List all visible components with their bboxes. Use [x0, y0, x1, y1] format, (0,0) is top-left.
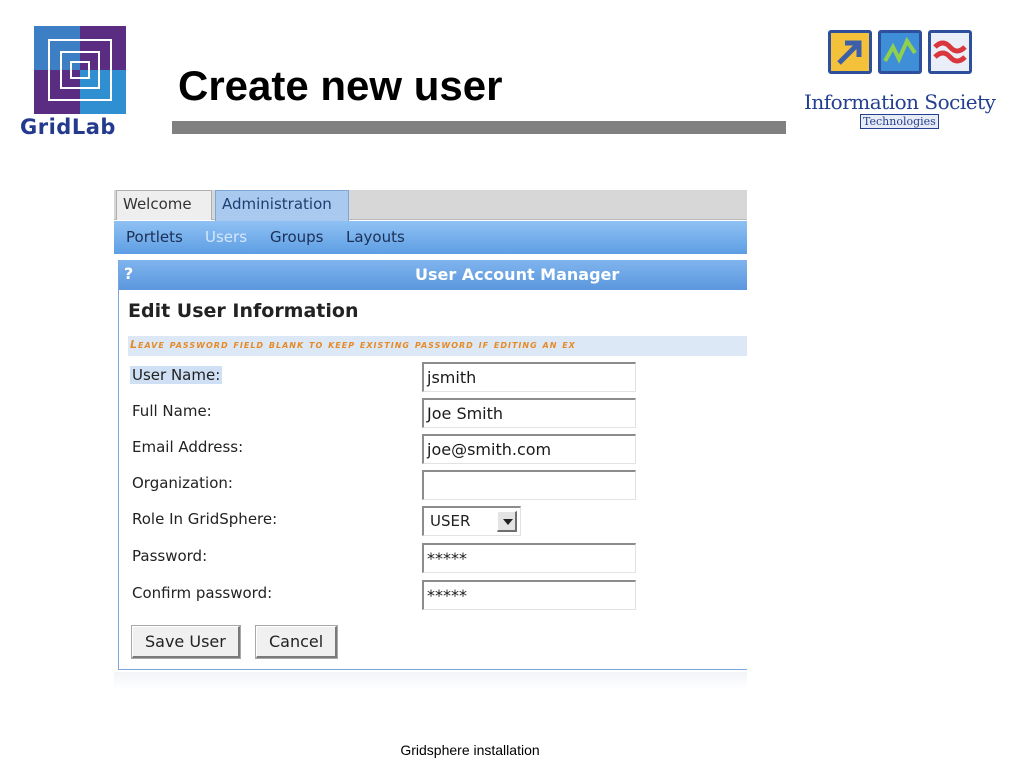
help-icon[interactable]: ?	[124, 264, 134, 283]
ist-arrow-icon	[828, 30, 872, 74]
user-account-panel	[118, 260, 747, 670]
sub-navigation	[114, 221, 747, 254]
email-input[interactable]: joe@smith.com	[422, 434, 636, 464]
confirm-password-label: Confirm password:	[132, 584, 273, 602]
slide-footer: Gridsphere installation	[400, 742, 540, 758]
row-full-name	[119, 396, 747, 428]
confirm-password-input[interactable]: *****	[422, 580, 636, 610]
ist-logo	[800, 26, 1000, 136]
full-name-input[interactable]: Joe Smith	[422, 398, 636, 428]
role-label: Role In GridSphere:	[132, 510, 278, 528]
ist-chart-icon	[878, 30, 922, 74]
tab-administration[interactable]: Administration	[215, 190, 349, 221]
portal-screenshot	[114, 190, 747, 682]
ist-logo-name: Information Society	[804, 90, 996, 114]
gridlab-logo-mark	[34, 26, 126, 114]
user-name-input[interactable]: jsmith	[422, 362, 636, 392]
cancel-button[interactable]: Cancel	[256, 626, 337, 658]
password-warning: Leave password field blank to keep existing password if editing an ex	[128, 336, 747, 356]
tab-bar	[114, 190, 747, 220]
password-label: Password:	[132, 547, 208, 565]
subnav-portlets[interactable]: Portlets	[126, 228, 183, 246]
tab-welcome[interactable]: Welcome	[116, 190, 212, 220]
row-organization	[119, 468, 747, 500]
chevron-down-icon[interactable]	[497, 511, 517, 532]
organization-input[interactable]	[422, 470, 636, 500]
gridlab-logo-text: GridLab	[20, 115, 116, 139]
email-label: Email Address:	[132, 438, 244, 456]
subnav-groups[interactable]: Groups	[270, 228, 324, 246]
slide-title: Create new user	[178, 62, 503, 109]
row-confirm-password	[119, 578, 747, 610]
ist-logo-subtitle: Technologies	[860, 114, 939, 129]
row-role	[119, 504, 747, 536]
ist-wave-icon	[928, 30, 972, 74]
subnav-layouts[interactable]: Layouts	[346, 228, 405, 246]
gridlab-logo	[14, 24, 138, 142]
full-name-label: Full Name:	[132, 402, 212, 420]
password-input[interactable]: *****	[422, 543, 636, 573]
role-select[interactable]	[422, 506, 521, 536]
screenshot-shadow	[114, 672, 747, 690]
user-name-label: User Name:	[132, 366, 221, 384]
row-password	[119, 541, 747, 573]
role-select-value: USER	[430, 512, 471, 530]
title-rule	[172, 121, 786, 134]
row-email	[119, 432, 747, 464]
section-title: Edit User Information	[128, 300, 359, 322]
row-user-name	[119, 360, 747, 392]
panel-title: User Account Manager	[415, 265, 620, 284]
subnav-users[interactable]: Users	[205, 228, 248, 246]
panel-title-bar	[119, 260, 747, 290]
save-user-button[interactable]: Save User	[132, 626, 240, 658]
organization-label: Organization:	[132, 474, 233, 492]
